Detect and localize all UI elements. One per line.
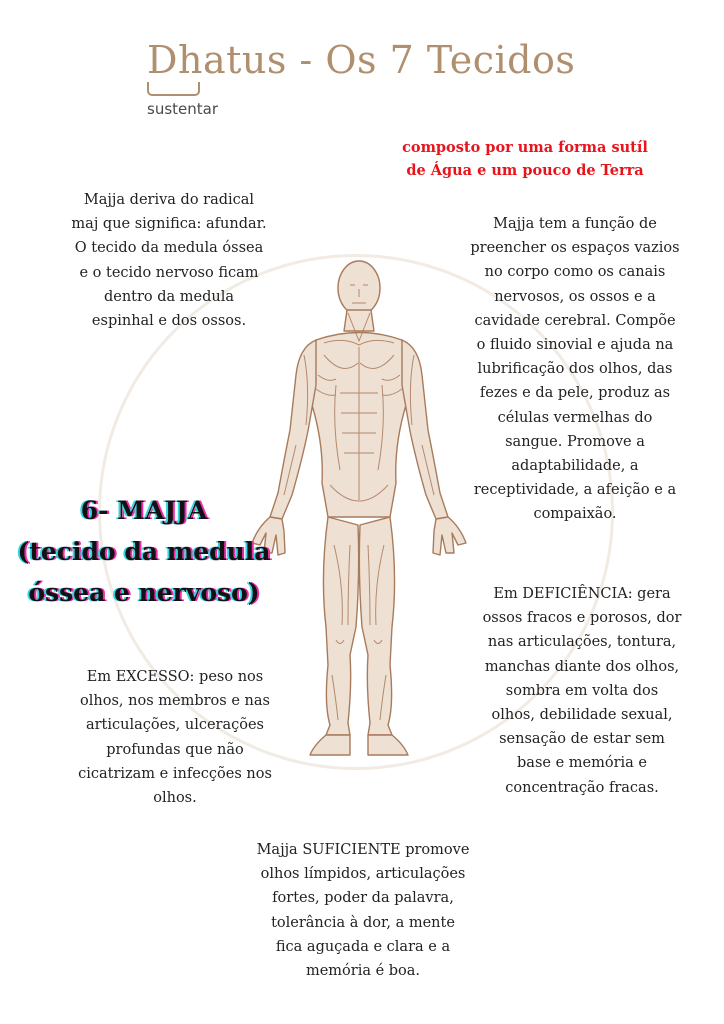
deficiency-line: nas articulações, tontura, [487,634,677,651]
function-line: cavidade cerebral. Compõe [474,312,676,329]
etymology-text [46,188,292,333]
bracket-icon [147,82,200,96]
page-title: Dhatus - Os 7 Tecidos [147,38,576,82]
sufficient-line: olhos límpidos, articulações [260,866,466,883]
etymology-line: O tecido da medula óssea [74,240,264,257]
deficiency-line: manchas diante dos olhos, [484,658,680,675]
heading-line: óssea e nervoso) [28,578,260,607]
excess-line: olhos. [153,790,197,807]
deficiency-line: sombra em volta dos [505,682,659,699]
etymology-line: maj que significa: afundar. [71,216,267,233]
function-line: lubrificação dos olhos, das [477,361,673,378]
function-line: fezes e da pele, produz as [479,385,671,402]
function-line: receptividade, a afeição e a [473,482,677,499]
excess-line: olhos, nos membros e nas [80,693,270,710]
function-line: o fluido sinovial e ajuda na [476,337,674,354]
section-heading [10,490,278,613]
page-subtitle: sustentar [147,100,218,118]
function-line: nervosos, os ossos e a [494,288,656,305]
excess-line: cicatrizam e infecções nos [78,765,272,782]
etymology-line: dentro da medula [103,288,235,305]
function-text [440,212,710,527]
deficiency-line: ossos fracos e porosos, dor [482,610,682,627]
function-line: preencher os espaços vazios [470,240,680,257]
deficiency-line: concentração fracas. [505,779,659,796]
excess-line: articulações, ulcerações [85,717,264,734]
sufficient-line: Majja SUFICIENTE promove [256,842,470,858]
composition-note [372,136,678,182]
deficiency-line: base e memória e [517,755,647,772]
heading-line: 6- MAJJA [80,496,208,525]
excess-line: Em EXCESSO: peso nos [86,669,264,685]
deficiency-line: olhos, debilidade sexual, [491,707,673,724]
deficiency-line: Em DEFICIÊNCIA: gera [493,586,671,602]
sufficient-line: memória é boa. [305,963,421,980]
function-line: Majja tem a função de [493,216,657,232]
excess-line: profundas que não [106,741,244,758]
composition-line: composto por uma forma sutíl [402,139,648,156]
sufficient-line: fica aguçada e clara e a [275,938,451,955]
etymology-line: Majja deriva do radical [83,192,255,208]
function-line: sangue. Promove a [505,433,645,450]
function-line: adaptabilidade, a [511,458,639,475]
function-line: compaixão. [533,506,617,523]
excess-text [50,665,300,810]
deficiency-text [452,582,712,800]
sufficient-line: fortes, poder da palavra, [272,890,454,907]
heading-line: (tecido da medula [17,537,271,566]
deficiency-line: sensação de estar sem [499,731,665,748]
etymology-line: espinhal e dos ossos. [91,313,247,330]
sufficient-text [232,838,494,983]
function-line: células vermelhas do [497,409,653,426]
sufficient-line: tolerância à dor, a mente [271,914,455,931]
etymology-line: e o tecido nervoso ficam [79,264,259,281]
function-line: no corpo como os canais [484,264,666,281]
composition-line: de Água e um pouco de Terra [406,162,644,179]
